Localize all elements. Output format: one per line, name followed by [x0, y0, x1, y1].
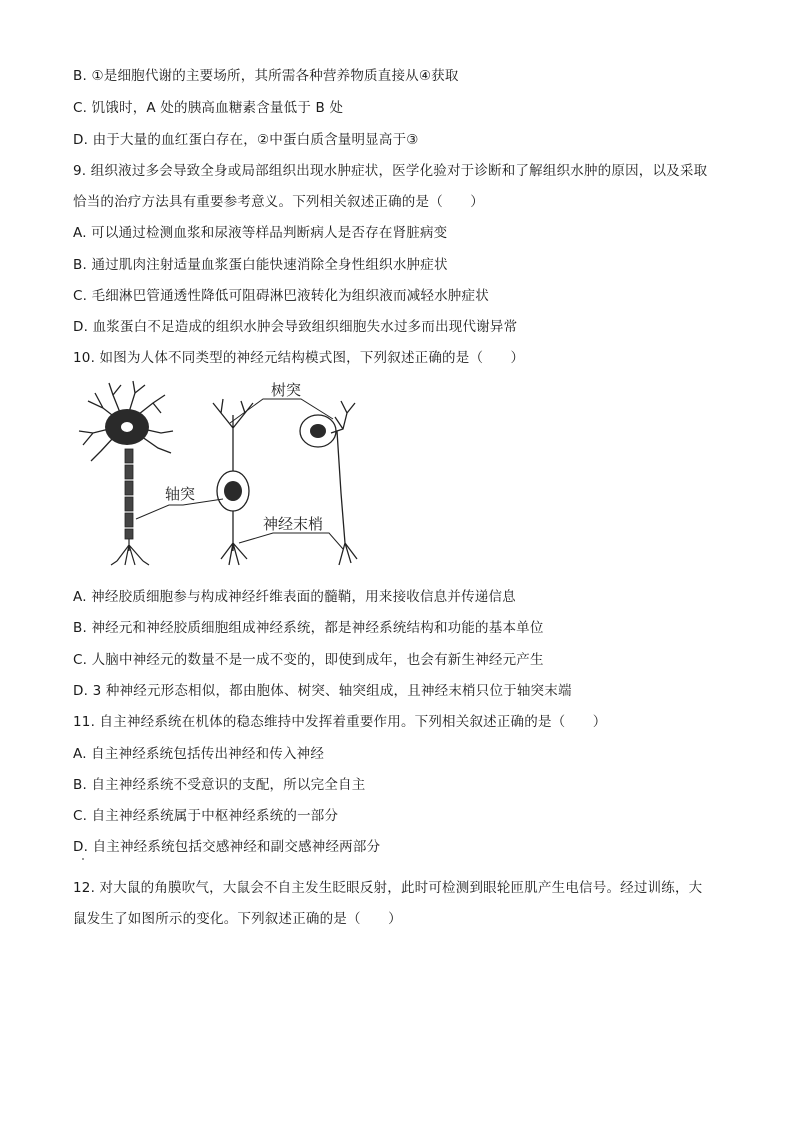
- neuron2-nucleus: [224, 481, 242, 501]
- myelin-sheath: [125, 449, 133, 539]
- scan-dot: [82, 858, 84, 860]
- neuron-figure: [73, 373, 373, 573]
- option-9d: D. 血浆蛋白不足造成的组织水肿会导致组织细胞失水过多而出现代谢异常: [73, 319, 518, 335]
- option-11c: C. 自主神经系统属于中枢神经系统的一部分: [73, 808, 339, 824]
- neuron3-nucleus: [310, 424, 326, 438]
- option-9a: A. 可以通过检测血浆和尿液等样品判断病人是否存在肾脏病变: [73, 225, 448, 241]
- question-9-stem-line2: 恰当的治疗方法具有重要参考意义。下列相关叙述正确的是（ ）: [73, 194, 484, 210]
- question-12-stem-line2: 鼠发生了如图所示的变化。下列叙述正确的是（ ）: [73, 911, 402, 927]
- option-9b: B. 通过肌肉注射适量血浆蛋白能快速消除全身性组织水肿症状: [73, 257, 448, 273]
- option-11b: B. 自主神经系统不受意识的支配，所以完全自主: [73, 777, 366, 793]
- option-8b: B. ①是细胞代谢的主要场所，其所需各种营养物质直接从④获取: [73, 68, 459, 84]
- option-9c: C. 毛细淋巴管通透性降低可阻碍淋巴液转化为组织液而减轻水肿症状: [73, 288, 489, 304]
- option-8c: C. 饥饿时，A 处的胰高血糖素含量低于 B 处: [73, 100, 344, 116]
- question-11-stem: 11. 自主神经系统在机体的稳态维持中发挥着重要作用。下列相关叙述正确的是（ ）: [73, 714, 607, 730]
- option-10a: A. 神经胶质细胞参与构成神经纤维表面的髓鞘，用来接收信息并传递信息: [73, 589, 516, 605]
- option-10c: C. 人脑中神经元的数量不是一成不变的，即使到成年，也会有新生神经元产生: [73, 652, 544, 668]
- option-11d: D. 自主神经系统包括交感神经和副交感神经两部分: [73, 839, 381, 855]
- option-10b: B. 神经元和神经胶质细胞组成神经系统，都是神经系统结构和功能的基本单位: [73, 620, 544, 636]
- label-axon: 轴突: [165, 485, 196, 503]
- question-10-stem: 10. 如图为人体不同类型的神经元结构模式图，下列叙述正确的是（ ）: [73, 350, 525, 366]
- neuron1-nucleus: [121, 422, 133, 432]
- question-9-stem-line1: 9. 组织液过多会导致全身或局部组织出现水肿症状，医学化验对于诊断和了解组织水肿的原因，以及采取: [73, 163, 708, 179]
- neuron-diagram: [73, 373, 373, 573]
- question-12-stem-line1: 12. 对大鼠的角膜吹气，大鼠会不自主发生眨眼反射，此时可检测到眼轮匝肌产生电信号。经过训练，大: [73, 880, 703, 896]
- neuron1-axon-terminal: [111, 539, 149, 565]
- label-dendrite: 树突: [271, 381, 302, 399]
- option-10d: D. 3 种神经元形态相似，都由胞体、树突、轴突组成，且神经末梢只位于轴突末端: [73, 683, 572, 699]
- option-8d: D. 由于大量的血红蛋白存在，②中蛋白质含量明显高于③: [73, 132, 419, 148]
- option-11a: A. 自主神经系统包括传出神经和传入神经: [73, 746, 325, 762]
- label-nerve-ending: 神经末梢: [263, 515, 324, 533]
